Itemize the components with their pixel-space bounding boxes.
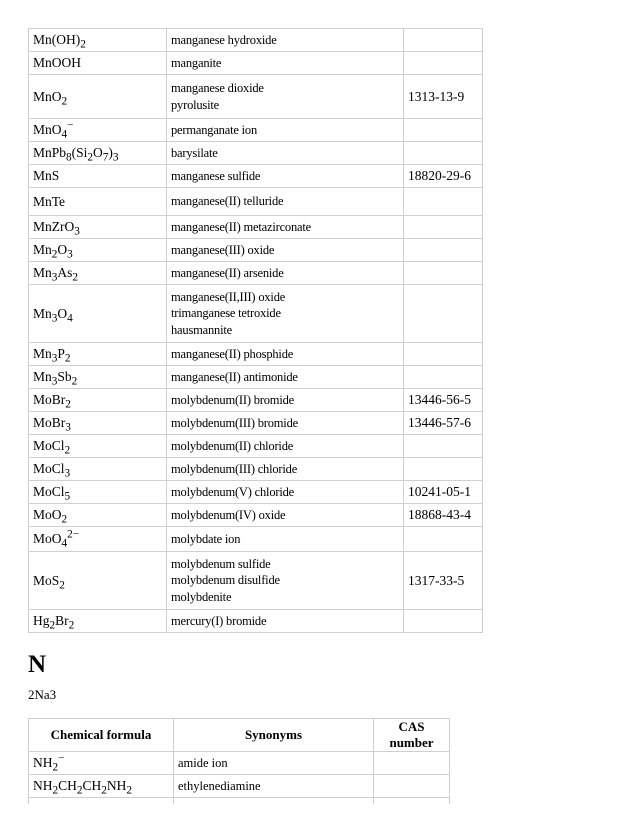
table-row [29,285,483,343]
synonyms-cell [167,165,404,188]
compounds-table-m [28,28,483,633]
formula-cell: MnO$_4$− [29,119,167,142]
formula-cell: $NH_2^-$ [29,752,174,775]
compounds-table-m-body [29,29,483,633]
synonyms-cell [167,610,404,633]
cas-cell [374,775,450,798]
formula-cell: MnO$_2$ [29,75,167,119]
formula-cell: $Mn_3As_2$ [29,262,167,285]
synonym-text: molybdenum disulfide [171,573,280,588]
table-row [29,481,483,504]
cas-cell: 1317-33-5 [404,552,483,610]
synonym-text: barysilate [171,145,218,160]
synonym-text: mercury(I) bromide [171,613,267,628]
cas-cell [404,527,483,552]
cas-cell [404,435,483,458]
formula-cell: $Mn(OH)_2$ [29,29,167,52]
formula-cell: MoS$_2$ [29,552,167,610]
compounds-table-n [28,718,450,804]
synonyms-cell [167,239,404,262]
formula-cell: $Mn_3O_4$ [29,285,167,343]
table-row [29,119,483,142]
synonym-text: molybdenum(III) bromide [171,415,298,430]
formula-cell: MnTe [29,188,167,216]
formula-cell: $Mn_2O_3$ [29,239,167,262]
table-row [29,504,483,527]
synonym-text: molybdenum(III) chloride [171,461,298,476]
cas-cell [404,343,483,366]
synonym-text: molybdenum(II) bromide [171,392,294,407]
empty-cell [374,798,450,805]
table-row [29,216,483,239]
table-row [29,610,483,633]
table-row [29,775,450,798]
synonym-text: manganese hydroxide [171,32,277,47]
cas-cell [374,752,450,775]
table-row [29,142,483,165]
cas-cell [404,142,483,165]
synonym-text: molybdenum sulfide [171,556,271,571]
cas-cell [404,610,483,633]
cas-cell: 18868-43-4 [404,504,483,527]
synonyms-cell [167,412,404,435]
synonyms-cell [167,435,404,458]
synonyms-cell [167,142,404,165]
synonyms-cell [167,216,404,239]
synonym-text: manganese(II,III) oxide [171,289,286,304]
synonyms-cell [167,366,404,389]
table-row [29,435,483,458]
cas-cell: 1313-13-9 [404,75,483,119]
table-row [29,188,483,216]
synonym-text: pyrolusite [171,97,219,112]
cas-cell [404,216,483,239]
synonyms-cell [174,775,374,798]
section-heading: N [28,651,47,678]
cas-cell [404,188,483,216]
formula-cell: $MnPb_8(Si_2O_7)_3$ [29,142,167,165]
header-synonyms: Synonyms [174,719,374,752]
synonyms-cell [167,75,404,119]
cas-cell: 13446-57-6 [404,412,483,435]
formula-cell: $Mn_3Sb_2$ [29,366,167,389]
synonyms-cell [167,389,404,412]
synonyms-cell [167,504,404,527]
synonyms-cell [167,481,404,504]
header-formula: Chemical formula [29,719,174,752]
table-row-partial [29,798,450,805]
synonym-text: manganese sulfide [171,168,261,183]
formula-cell: MoBr$_2$ [29,389,167,412]
formula-cell: MoCl$_2$ [29,435,167,458]
synonym-text: permanganate ion [171,122,257,137]
synonyms-cell [167,343,404,366]
formula-cell: MnZrO$_3$ [29,216,167,239]
cas-cell [404,458,483,481]
formula-cell: $Mn_3P_2$ [29,343,167,366]
formula-cell: MoCl$_5$ [29,481,167,504]
table-row [29,752,450,775]
cas-cell [404,285,483,343]
table-row [29,458,483,481]
table-row [29,343,483,366]
cas-cell [404,239,483,262]
synonyms-cell [167,52,404,75]
synonym-text: trimanganese tetroxide [171,306,281,321]
synonym-text: ethylenediamine [178,778,261,793]
table-row [29,412,483,435]
section-note: 2Na3 [28,687,57,702]
table-row [29,29,483,52]
formula-cell: MnOOH [29,52,167,75]
table-row [29,75,483,119]
table-row [29,165,483,188]
synonyms-cell [167,552,404,610]
cas-cell [404,262,483,285]
synonym-text: hausmannite [171,322,232,337]
synonyms-cell [167,29,404,52]
synonyms-cell [167,262,404,285]
cas-cell [404,29,483,52]
synonyms-cell [167,527,404,552]
header-cas: CAS number [374,719,450,752]
synonyms-cell [167,188,404,216]
synonym-text: molybdenite [171,589,232,604]
synonym-text: molybdenum(IV) oxide [171,507,286,522]
synonym-text: manganese(II) telluride [171,194,284,209]
synonym-text: molybdate ion [171,531,241,546]
cas-cell [404,366,483,389]
synonym-text: manganese dioxide [171,81,264,95]
empty-cell [174,798,374,805]
formula-cell: $Hg_2Br_2$ [29,610,167,633]
cas-cell: 13446-56-5 [404,389,483,412]
table-row [29,239,483,262]
synonym-text: manganese(II) antimonide [171,369,298,384]
synonym-text: molybdenum(II) chloride [171,438,294,453]
synonym-text: manganese(II) phosphide [171,346,294,361]
synonym-text: manganese(III) oxide [171,242,275,257]
formula-cell: MoO$_4^{2-}$ [29,527,167,552]
synonyms-cell [167,285,404,343]
formula-cell: MoO$_2$ [29,504,167,527]
synonyms-cell [167,119,404,142]
table-row [29,52,483,75]
formula-cell: $NH_2CH_2CH_2NH_2$ [29,775,174,798]
table-row [29,389,483,412]
cas-cell: 18820-29-6 [404,165,483,188]
synonym-text: manganese(II) metazirconate [171,219,311,234]
synonyms-cell [167,458,404,481]
empty-cell [29,798,174,805]
synonym-text: manganite [171,55,222,70]
synonym-text: molybdenum(V) chloride [171,484,294,499]
cas-cell: 10241-05-1 [404,481,483,504]
cas-cell [404,52,483,75]
cas-cell [404,119,483,142]
table-header-row [29,719,450,752]
compounds-table-n-body [29,752,450,805]
formula-cell: MoCl$_3$ [29,458,167,481]
table-row [29,527,483,552]
table-row [29,262,483,285]
synonyms-cell [174,752,374,775]
synonym-text: manganese(II) arsenide [171,265,284,280]
formula-cell: MoBr$_3$ [29,412,167,435]
table-row [29,552,483,610]
formula-cell: MnS [29,165,167,188]
synonym-text: amide ion [178,755,228,770]
table-row [29,366,483,389]
